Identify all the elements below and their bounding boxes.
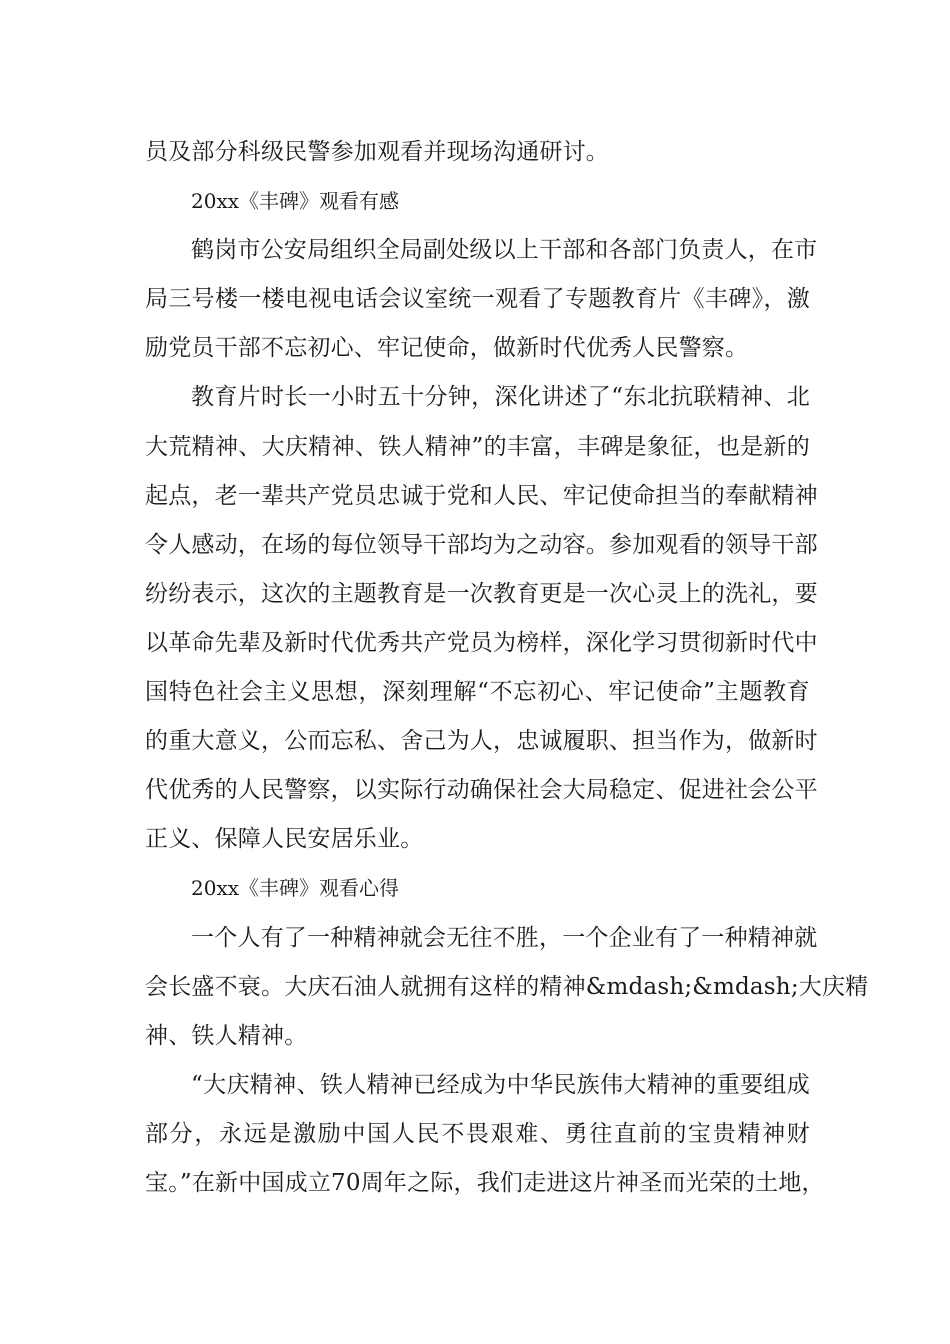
paragraph-line: 纷纷表示，这次的主题教育是一次教育更是一次心灵上的洗礼，要 [145,580,818,607]
paragraph-line: 员及部分科级民警参加观看并现场沟通研讨。 [145,139,609,165]
paragraph-line: 以革命先辈及新时代优秀共产党员为榜样，深化学习贯彻新时代中 [145,629,818,656]
paragraph-line: 正义、保障人民安居乐业。 [145,826,424,853]
paragraph-line: 教育片时长一小时五十分钟，深化讲述了“东北抗联精神、北 [191,384,810,411]
paragraph-line: 的重大意义，公而忘私、舍己为人，忠诚履职、担当作为，做新时 [145,728,818,755]
paragraph-line: 局三号楼一楼电视电话会议室统一观看了专题教育片《丰碑》，激 [145,286,810,313]
section-heading: 20xx《丰碑》观看心得 [191,876,400,901]
paragraph-line: 部分，永远是激励中国人民不畏艰难、勇往直前的宝贵精神财 [145,1120,810,1147]
paragraph-line: 大荒精神、大庆精神、铁人精神”的丰富，丰碑是象征，也是新的 [145,433,810,460]
paragraph-line: 宝。”在新中国成立70周年之际，我们走进这片神圣而光荣的土地， [145,1169,825,1196]
paragraph-line: 代优秀的人民警察，以实际行动确保社会大局稳定、促进社会公平 [145,777,818,804]
paragraph-line: 神、铁人精神。 [145,1022,308,1049]
paragraph-line: 一个人有了一种精神就会无往不胜，一个企业有了一种精神就 [191,924,818,951]
section-heading: 20xx《丰碑》观看有感 [191,189,400,214]
paragraph-line: 令人感动，在场的每位领导干部均为之动容。参加观看的领导干部 [145,531,818,558]
paragraph-line: 鹤岗市公安局组织全局副处级以上干部和各部门负责人，在市 [191,237,818,264]
paragraph-line: 国特色社会主义思想，深刻理解“不忘初心、牢记使命”主题教育 [145,679,810,706]
paragraph-line: 起点，老一辈共产党员忠诚于党和人民、牢记使命担当的奉献精神 [145,482,818,509]
document-body [145,128,869,1208]
paragraph-line: 励党员干部不忘初心、牢记使命，做新时代优秀人民警察。 [145,335,749,362]
paragraph-line: 会长盛不衰。大庆石油人就拥有这样的精神&mdash;&mdash;大庆精 [145,973,869,1000]
paragraph-line: “大庆精神、铁人精神已经成为中华民族伟大精神的重要组成 [191,1071,810,1098]
